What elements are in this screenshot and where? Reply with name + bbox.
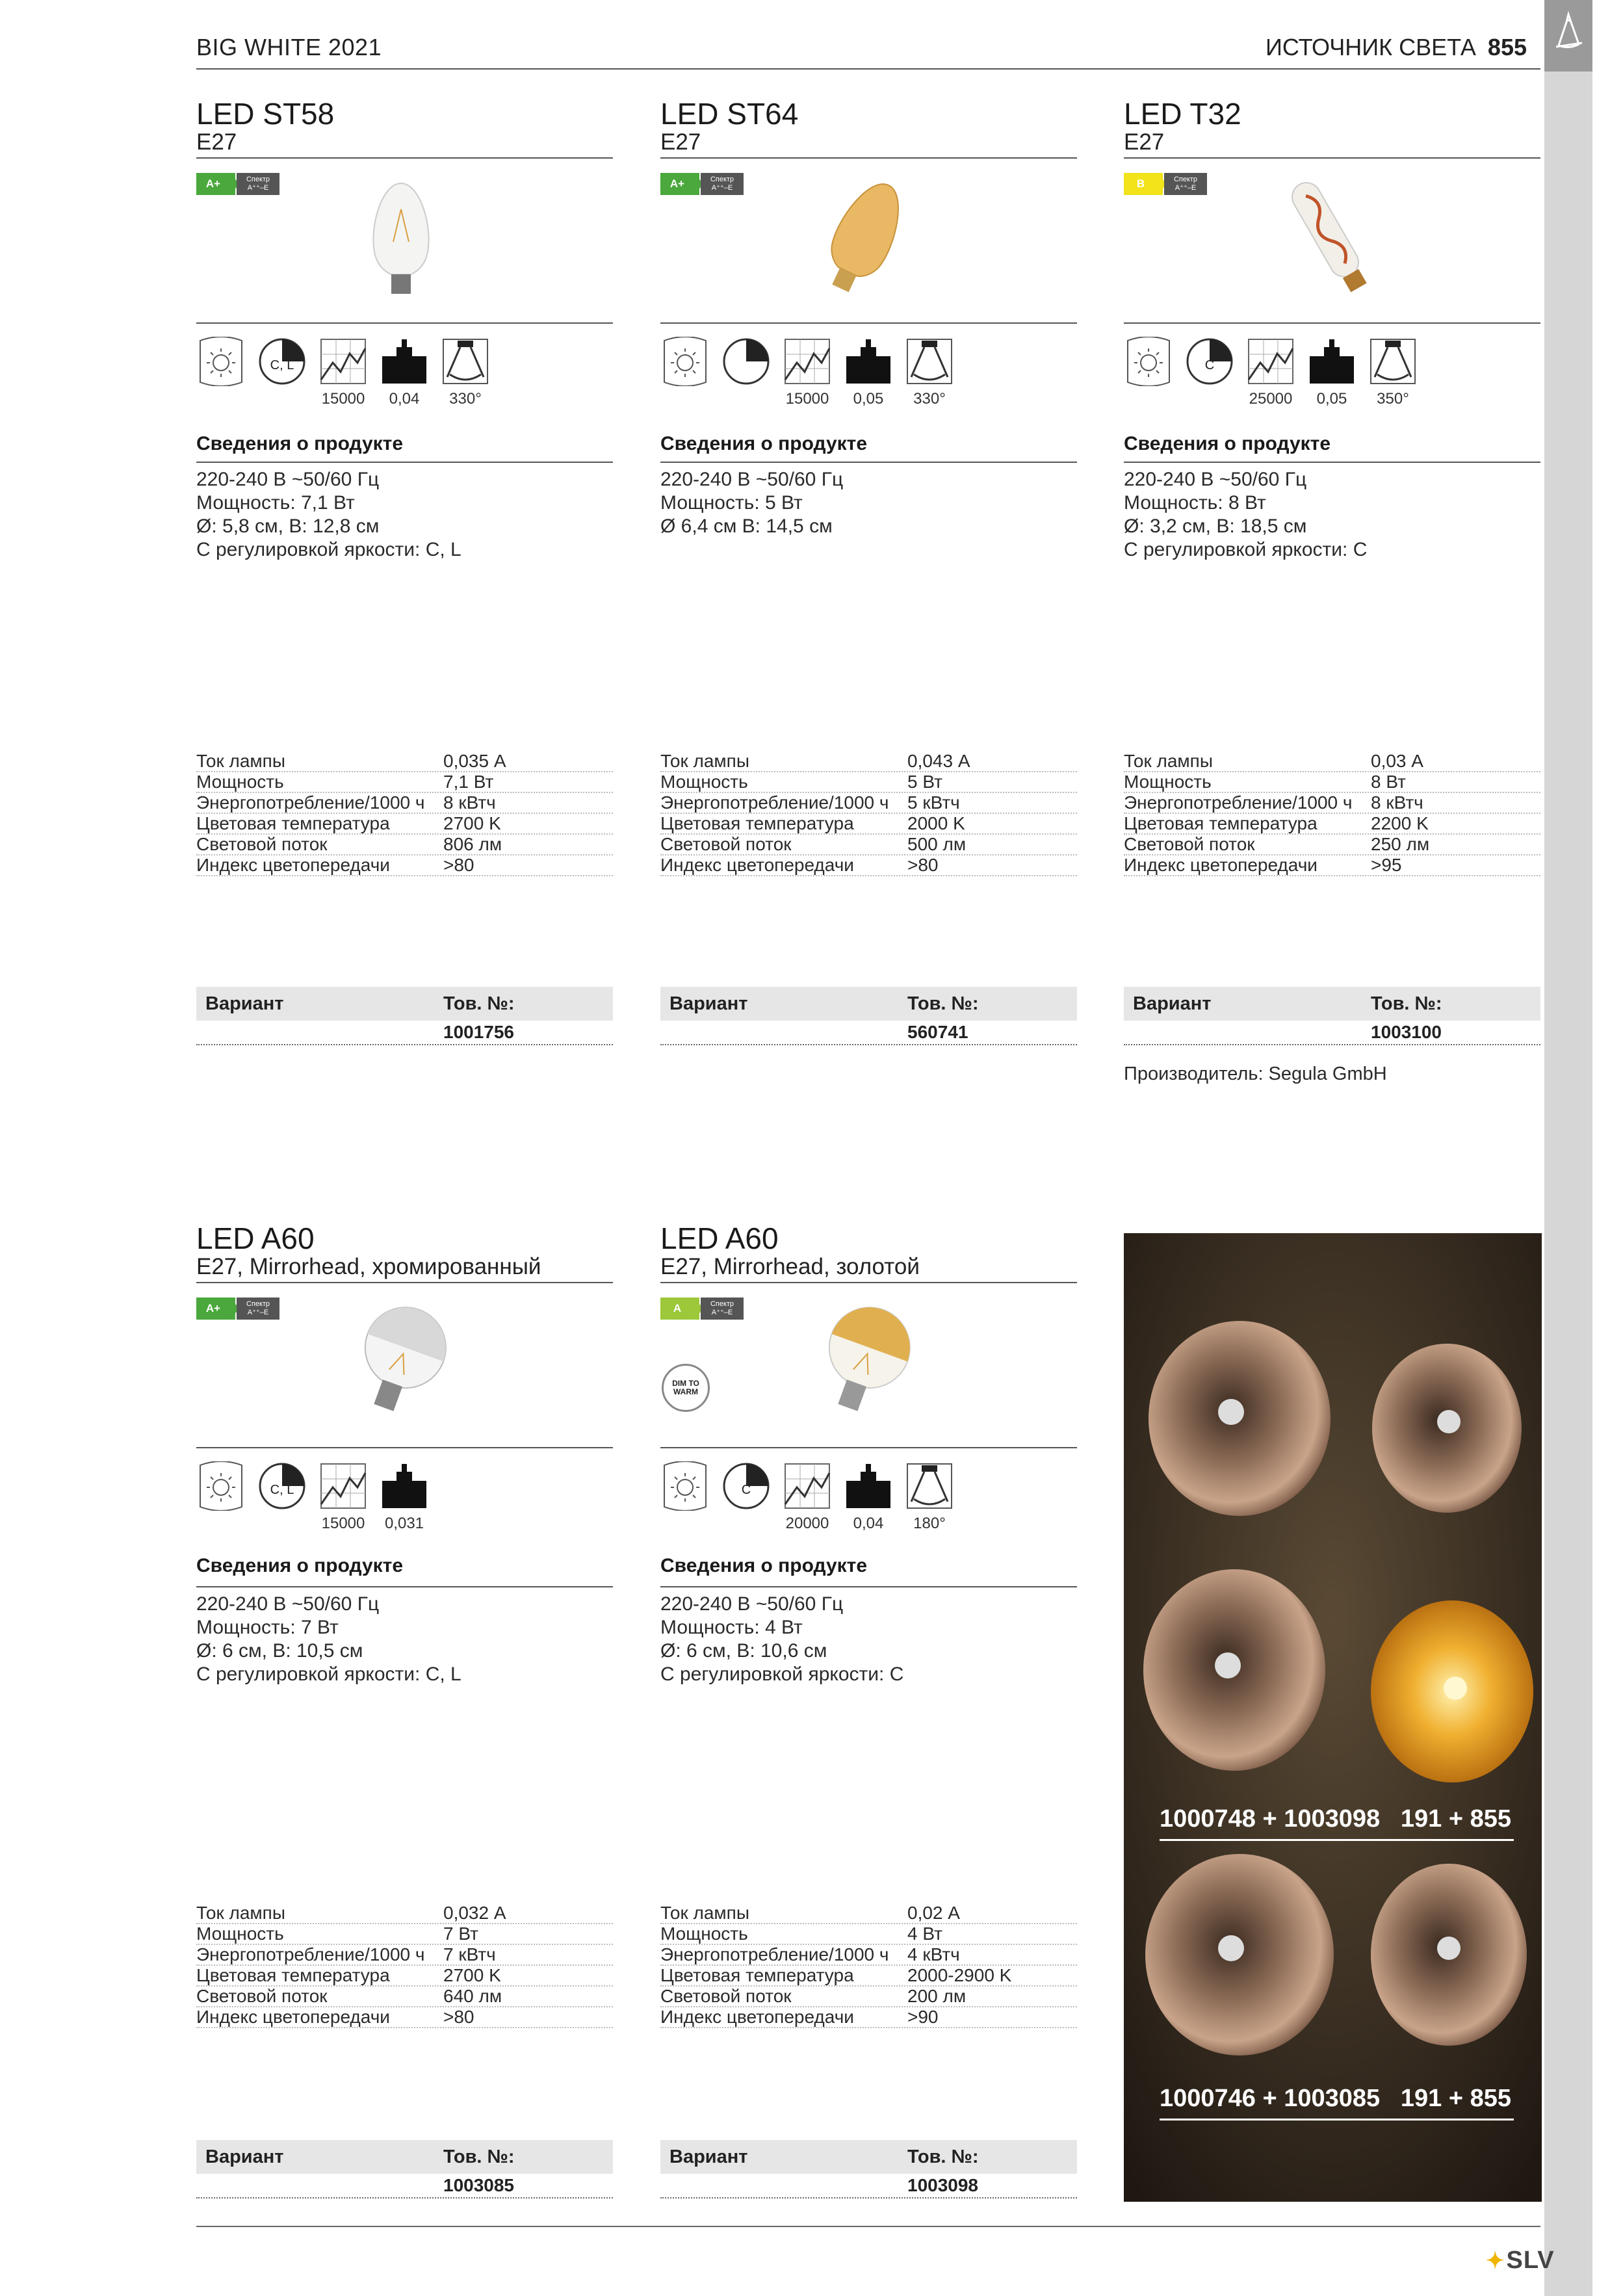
spec-value: 4 кВтч [907, 1944, 960, 1964]
slv-logo [1486, 2247, 1555, 2275]
photo-caption-2 [1160, 2085, 1511, 2113]
product-subtitle: E27 [1124, 129, 1165, 155]
spec-label: Световой поток [660, 835, 792, 854]
spec-row [196, 2007, 613, 2028]
spec-value: 8 Вт [1371, 772, 1406, 792]
spec-value: 200 лм [907, 1986, 967, 2006]
beam-angle-icon [1368, 337, 1418, 408]
spec-value: 5 Вт [907, 772, 942, 792]
image-divider [660, 322, 1077, 324]
variant-row[interactable] [196, 2174, 613, 2198]
efficiency-icon [1124, 337, 1173, 386]
energy-spectrum [237, 173, 279, 195]
title-divider [196, 1282, 613, 1283]
product-description [660, 1593, 903, 1686]
spectrum-label: Спектр [1173, 176, 1198, 183]
specs-table [1124, 751, 1540, 876]
bulb-image [800, 170, 930, 304]
variant-label: Вариант [669, 2146, 748, 2167]
svg-text:C, L: C, L [270, 358, 294, 372]
spectrum-label: Спектр [710, 1300, 734, 1308]
spec-value: >95 [1371, 855, 1402, 875]
spec-row [1124, 772, 1540, 793]
spec-label: Ток лампы [196, 751, 285, 771]
description-line: Ø 6,4 см В: 14,5 см [660, 515, 833, 537]
variant-row[interactable] [660, 2174, 1077, 2198]
spec-label: Цветовая температура [1124, 814, 1318, 833]
icon-value: 15000 [321, 390, 365, 408]
variant-header [660, 2140, 1077, 2174]
spec-value: >80 [443, 855, 474, 875]
spec-row [660, 1945, 1077, 1966]
specs-table [660, 751, 1077, 876]
feature-icons [196, 1461, 441, 1532]
efficiency-icon [660, 337, 710, 386]
spec-row [196, 835, 613, 855]
energy-class: A+ [196, 1298, 235, 1320]
lifetime-icon [1246, 337, 1295, 408]
dimmable-icon [1185, 337, 1234, 386]
spec-value: >90 [907, 2007, 939, 2027]
caption-articles: 1000748 + 1003098 [1160, 1805, 1381, 1833]
spec-row [1124, 855, 1540, 876]
logo-star-icon: ✦ [1486, 2249, 1505, 2273]
article-label: Тов. №: [907, 2146, 979, 2167]
description-line: Мощность: 7,1 Вт [196, 492, 355, 514]
spec-value: 500 лм [907, 834, 967, 854]
section-title [1266, 34, 1527, 61]
spec-value: 7,1 Вт [443, 772, 494, 792]
article-label: Тов. №: [443, 2146, 515, 2167]
spec-value: 2000-2900 K [907, 1965, 1012, 1985]
spec-label: Индекс цветопередачи [1124, 855, 1318, 875]
spec-row [196, 1987, 613, 2007]
spec-value: >80 [443, 2007, 474, 2027]
feature-icons [1124, 337, 1429, 408]
product-description [196, 1593, 461, 1686]
description-line: Мощность: 7 Вт [196, 1617, 339, 1638]
spec-value: 0,032 А [443, 1903, 506, 1923]
svg-text:C: C [741, 1483, 751, 1497]
dimmable-icon [257, 337, 307, 386]
energy-label [196, 1298, 279, 1320]
icon-value: 20000 [785, 1515, 829, 1532]
info-divider [660, 462, 1077, 463]
svg-text:C: C [1204, 358, 1215, 372]
description-line: 220-240 В ~50/60 Гц [196, 1593, 380, 1615]
spec-row [660, 855, 1077, 876]
info-divider [196, 462, 613, 463]
spec-value: 7 кВтч [443, 1944, 496, 1964]
title-divider [660, 157, 1077, 159]
product-led-a60-gold [660, 1221, 1077, 2195]
spec-value: 4 Вт [907, 1924, 942, 1944]
specs-table [196, 751, 613, 876]
manufacturer-note: Производитель: Segula GmbH [1124, 1063, 1387, 1084]
variant-table [660, 987, 1077, 1045]
icon-value: 0,04 [389, 390, 420, 408]
spec-row [660, 751, 1077, 772]
caption-pages: 191 + 855 [1400, 2085, 1511, 2112]
energy-spectrum [701, 173, 744, 195]
weight-icon [380, 337, 429, 408]
description-line: Мощность: 5 Вт [660, 492, 803, 514]
icon-value: 0,04 [853, 1515, 884, 1532]
description-line: Ø: 3,2 см, В: 18,5 см [1124, 515, 1307, 537]
lamp-category-icon [1544, 0, 1592, 72]
icon-value: 350° [1377, 390, 1409, 408]
variant-label: Вариант [1133, 993, 1212, 1014]
title-divider [660, 1282, 1077, 1283]
icon-value: 25000 [1249, 390, 1293, 408]
efficiency-icon [196, 337, 246, 386]
bulb-image [1264, 170, 1394, 304]
weight-icon [844, 1461, 893, 1532]
caption-pages: 191 + 855 [1400, 1805, 1511, 1833]
dim-to-warm-icon [662, 1364, 710, 1412]
description-line: С регулировкой яркости: C, L [196, 1663, 461, 1685]
product-subtitle: E27 [196, 129, 237, 155]
variant-label: Вариант [205, 993, 284, 1014]
spec-value: 0,043 А [907, 751, 970, 771]
title-divider [1124, 157, 1540, 159]
spec-label: Цветовая температура [196, 814, 390, 833]
description-line: 220-240 В ~50/60 Гц [660, 469, 844, 490]
spec-row [196, 1966, 613, 1987]
spec-value: 0,02 А [907, 1903, 960, 1923]
lifetime-icon [783, 337, 832, 408]
energy-class: B [1124, 173, 1163, 195]
spec-label: Световой поток [660, 1987, 792, 2006]
variant-header [660, 987, 1077, 1021]
spec-label: Мощность [196, 772, 284, 792]
catalog-title: BIG WHITE 2021 [196, 34, 382, 60]
spec-row [660, 1987, 1077, 2007]
article-number[interactable]: 1003100 [1371, 1022, 1442, 1042]
spec-row [660, 835, 1077, 855]
spectrum-range: A⁺⁺–E [247, 1309, 269, 1316]
spec-label: Мощность [1124, 772, 1212, 792]
icon-value: 0,031 [384, 1515, 424, 1532]
spec-value: >80 [907, 855, 939, 875]
variant-table [660, 2140, 1077, 2198]
footer-divider [196, 2226, 1540, 2227]
dim-to-warm-label: DIM TO WARM [672, 1379, 699, 1396]
spec-label: Ток лампы [660, 751, 749, 771]
product-title: LED ST64 [660, 97, 799, 131]
icon-value: 330° [913, 390, 946, 408]
article-number[interactable]: 560741 [907, 1022, 968, 1042]
spectrum-range: A⁺⁺–E [1175, 184, 1197, 192]
title-divider [196, 157, 613, 159]
svg-text:C, L: C, L [270, 1483, 294, 1497]
product-description [1124, 468, 1367, 562]
feature-icons [660, 337, 966, 408]
spec-label: Энергопотребление/1000 ч [660, 793, 889, 813]
product-title: LED ST58 [196, 97, 335, 131]
article-number[interactable]: 1003098 [907, 2175, 979, 2195]
side-tab [1544, 0, 1592, 2296]
spec-value: 8 кВтч [1371, 792, 1423, 813]
efficiency-icon [660, 1461, 710, 1511]
icon-value: 180° [913, 1515, 946, 1532]
spec-value: 2700 K [443, 813, 501, 833]
spec-label: Цветовая температура [196, 1966, 390, 1985]
spectrum-range: A⁺⁺–E [711, 1309, 733, 1316]
energy-class: A+ [196, 173, 235, 195]
icon-value: 0,05 [853, 390, 884, 408]
product-info-heading: Сведения о продукте [196, 1555, 404, 1576]
spec-row [196, 855, 613, 876]
spec-row [196, 814, 613, 835]
description-line: С регулировкой яркости: C [1124, 539, 1368, 560]
variant-table [196, 2140, 613, 2198]
spec-label: Энергопотребление/1000 ч [196, 1945, 425, 1964]
icon-value: 330° [449, 390, 482, 408]
product-title: LED A60 [196, 1221, 315, 1255]
photo-caption-1 [1160, 1805, 1511, 1833]
product-info-heading: Сведения о продукте [660, 1555, 868, 1576]
lifetime-icon [783, 1461, 832, 1532]
description-line: Ø: 6 см, В: 10,6 см [660, 1640, 827, 1662]
description-line: 220-240 В ~50/60 Гц [196, 469, 380, 490]
product-photo [1124, 1233, 1542, 2202]
variant-row[interactable] [196, 1021, 613, 1045]
energy-spectrum [701, 1298, 744, 1320]
spec-value: 2200 K [1371, 813, 1429, 833]
product-info-heading: Сведения о продукте [1124, 433, 1331, 454]
spec-label: Энергопотребление/1000 ч [660, 1945, 889, 1964]
bulb-image [800, 1295, 930, 1428]
article-label: Тов. №: [443, 993, 515, 1014]
spec-label: Мощность [660, 1924, 748, 1944]
energy-label [1124, 173, 1207, 195]
section-name: ИСТОЧНИК СВЕТА [1265, 34, 1476, 60]
product-led-st58 [196, 97, 613, 1042]
wall-lamps-image [1124, 1233, 1542, 2202]
spectrum-range: A⁺⁺–E [711, 184, 733, 192]
image-divider [196, 322, 613, 324]
energy-label [196, 173, 279, 195]
specs-table [196, 1903, 613, 2028]
product-led-t32 [1124, 97, 1540, 1084]
description-line: Ø: 5,8 см, В: 12,8 см [196, 515, 380, 537]
product-info-heading: Сведения о продукте [660, 433, 868, 454]
weight-icon [844, 337, 893, 408]
product-led-st64 [660, 97, 1077, 1042]
spec-row [196, 1903, 613, 1924]
spec-label: Световой поток [196, 835, 328, 854]
description-line: С регулировкой яркости: C [660, 1663, 904, 1685]
variant-row[interactable] [660, 1021, 1077, 1045]
product-subtitle: E27 [660, 129, 701, 155]
beam-angle-icon [905, 337, 954, 408]
description-line: С регулировкой яркости: C, L [196, 539, 461, 560]
spec-row [196, 1945, 613, 1966]
description-line: 220-240 В ~50/60 Гц [660, 1593, 844, 1615]
product-description [196, 468, 461, 562]
spec-value: 250 лм [1371, 834, 1430, 854]
spectrum-label: Спектр [246, 176, 270, 183]
spec-value: 0,035 А [443, 751, 506, 771]
spec-value: 7 Вт [443, 1924, 478, 1944]
spec-label: Индекс цветопередачи [196, 2007, 390, 2027]
variant-label: Вариант [669, 993, 748, 1014]
spectrum-label: Спектр [246, 1300, 270, 1308]
dimmable-icon [721, 337, 771, 386]
spec-row [660, 772, 1077, 793]
description-line: 220-240 В ~50/60 Гц [1124, 469, 1307, 490]
spec-label: Мощность [660, 772, 748, 792]
beam-angle-icon [441, 337, 490, 408]
spec-label: Энергопотребление/1000 ч [1124, 793, 1353, 813]
header-divider [196, 68, 1540, 70]
image-divider [1124, 322, 1540, 324]
energy-class: A+ [660, 173, 699, 195]
spec-value: 0,03 А [1371, 751, 1423, 771]
lifetime-icon [318, 1461, 368, 1532]
caption-articles: 1000746 + 1003085 [1160, 2085, 1381, 2112]
article-number[interactable]: 1001756 [443, 1022, 515, 1042]
article-label: Тов. №: [907, 993, 979, 1014]
energy-class: A [660, 1298, 699, 1320]
spec-label: Энергопотребление/1000 ч [196, 793, 425, 813]
product-subtitle: E27, Mirrorhead, хромированный [196, 1254, 541, 1279]
energy-label [660, 1298, 744, 1320]
specs-table [660, 1903, 1077, 2028]
product-title: LED A60 [660, 1221, 779, 1255]
bulb-image [336, 1295, 466, 1428]
page-number: 855 [1487, 34, 1527, 60]
efficiency-icon [196, 1461, 246, 1511]
spec-value: 8 кВтч [443, 792, 496, 813]
product-description [660, 468, 843, 538]
info-divider [1124, 462, 1540, 463]
image-divider [660, 1447, 1077, 1448]
description-line: Мощность: 4 Вт [660, 1617, 803, 1638]
spec-label: Мощность [196, 1924, 284, 1944]
weight-icon [380, 1461, 429, 1532]
weight-icon [1307, 337, 1357, 408]
spectrum-range: A⁺⁺–E [247, 184, 269, 192]
info-divider [660, 1586, 1077, 1587]
logo-text: SLV [1506, 2247, 1555, 2274]
spec-label: Ток лампы [1124, 751, 1213, 771]
variant-table [1124, 987, 1540, 1045]
caption-underline [1160, 2119, 1514, 2120]
energy-spectrum [1164, 173, 1207, 195]
product-subtitle: E27, Mirrorhead, золотой [660, 1254, 920, 1279]
spec-label: Световой поток [196, 1987, 328, 2006]
bulb-image [336, 170, 466, 304]
icon-value: 0,05 [1316, 390, 1347, 408]
spec-row [196, 772, 613, 793]
caption-underline [1160, 1839, 1514, 1841]
spec-row [660, 1903, 1077, 1924]
lifetime-icon [318, 337, 368, 408]
variant-header [1124, 987, 1540, 1021]
spec-row [660, 1924, 1077, 1945]
spec-label: Индекс цветопередачи [196, 855, 390, 875]
spec-label: Ток лампы [660, 1903, 749, 1923]
spec-row [1124, 751, 1540, 772]
spec-row [1124, 814, 1540, 835]
variant-row[interactable] [1124, 1021, 1540, 1045]
article-label: Тов. №: [1371, 993, 1442, 1014]
description-line: Мощность: 8 Вт [1124, 492, 1266, 514]
article-number[interactable]: 1003085 [443, 2175, 515, 2195]
image-divider [196, 1447, 613, 1448]
variant-table [196, 987, 613, 1045]
feature-icons [196, 337, 502, 408]
spec-row [196, 1924, 613, 1945]
spec-row [1124, 835, 1540, 855]
energy-label [660, 173, 744, 195]
spec-row [196, 793, 613, 814]
spec-label: Индекс цветопередачи [660, 855, 854, 875]
spec-row [660, 2007, 1077, 2028]
spec-row [660, 1966, 1077, 1987]
dimmable-icon [721, 1461, 771, 1511]
spec-label: Ток лампы [196, 1903, 285, 1923]
spec-label: Индекс цветопередачи [660, 2007, 854, 2027]
description-line: Ø: 6 см, В: 10,5 см [196, 1640, 363, 1662]
spec-row [660, 793, 1077, 814]
spec-value: 2000 K [907, 813, 965, 833]
energy-spectrum [237, 1298, 279, 1320]
spec-row [196, 751, 613, 772]
variant-header [196, 2140, 613, 2174]
spec-value: 2700 K [443, 1965, 501, 1985]
spec-label: Цветовая температура [660, 1966, 854, 1985]
spec-row [1124, 793, 1540, 814]
icon-value: 15000 [321, 1515, 365, 1532]
spec-value: 806 лм [443, 834, 502, 854]
variant-label: Вариант [205, 2146, 284, 2167]
spec-value: 5 кВтч [907, 792, 960, 813]
spec-row [660, 814, 1077, 835]
info-divider [196, 1586, 613, 1587]
dimmable-icon [257, 1461, 307, 1511]
spec-label: Цветовая температура [660, 814, 854, 833]
feature-icons [660, 1461, 966, 1532]
spectrum-label: Спектр [710, 176, 734, 183]
product-info-heading: Сведения о продукте [196, 433, 404, 454]
variant-header [196, 987, 613, 1021]
beam-angle-icon [905, 1461, 954, 1532]
spec-value: 640 лм [443, 1986, 502, 2006]
icon-value: 15000 [785, 390, 829, 408]
product-led-a60-chrome [196, 1221, 613, 2195]
spec-label: Световой поток [1124, 835, 1255, 854]
product-title: LED T32 [1124, 97, 1241, 131]
